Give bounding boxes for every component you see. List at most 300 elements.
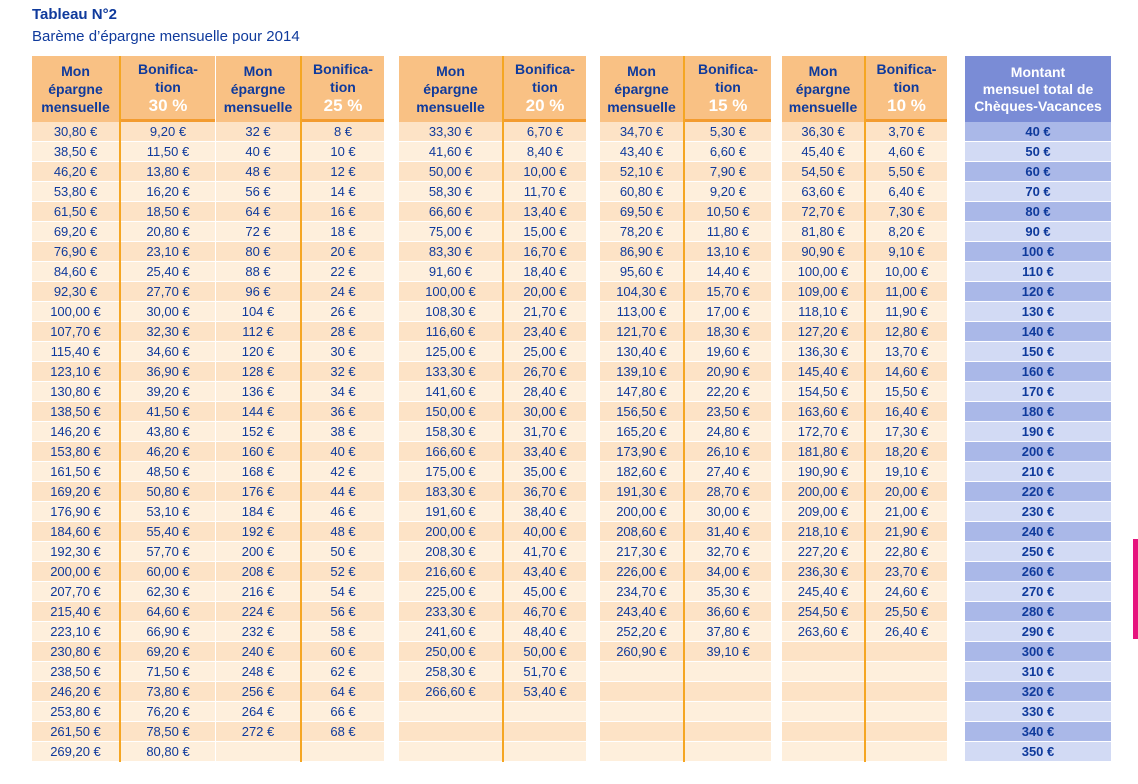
table-cell: 27,40 € [685, 462, 771, 482]
table-cell: 156,50 € [600, 402, 683, 422]
bonus-rate: 20 % [525, 95, 565, 115]
table-cell: 3,70 € [866, 122, 947, 142]
table-cell: 13,10 € [685, 242, 771, 262]
table-cell: 141,60 € [399, 382, 502, 402]
header-line: Bonifica- [876, 60, 937, 77]
group-30 [32, 56, 215, 762]
table-cell: 10,00 € [866, 262, 947, 282]
table-cell: 190 € [965, 422, 1111, 442]
table-cell: 25,00 € [504, 342, 586, 362]
table-cell: 80 € [965, 202, 1111, 222]
savings-column [782, 56, 864, 762]
bonus-header [121, 56, 215, 122]
table-cell: 7,30 € [866, 202, 947, 222]
table-cell: 23,50 € [685, 402, 771, 422]
table-cell: 11,00 € [866, 282, 947, 302]
table-cell: 18,40 € [504, 262, 586, 282]
table-cell: 223,10 € [32, 622, 119, 642]
table-cell: 80 € [216, 242, 300, 262]
bonus-header [866, 56, 947, 122]
table-cell: 146,20 € [32, 422, 119, 442]
table-cell: 250 € [965, 542, 1111, 562]
table-cell: 254,50 € [782, 602, 864, 622]
table-cell: 50,00 € [504, 642, 586, 662]
table-cell: 25,50 € [866, 602, 947, 622]
savings-header [399, 56, 502, 122]
table-cell: 63,60 € [782, 182, 864, 202]
table-cell: 123,10 € [32, 362, 119, 382]
table-cell: 183,30 € [399, 482, 502, 502]
table-cell: 269,20 € [32, 742, 119, 762]
header-line: mensuelle [41, 99, 110, 115]
table-cell [866, 702, 947, 722]
table-cell: 41,60 € [399, 142, 502, 162]
table-cell: 253,80 € [32, 702, 119, 722]
bonus-column [300, 56, 384, 762]
table-cell: 76,90 € [32, 242, 119, 262]
table-cell [866, 722, 947, 742]
table-cell: 30,00 € [121, 302, 215, 322]
table-cell: 120 € [216, 342, 300, 362]
table-cell: 168 € [216, 462, 300, 482]
table-cell: 138,50 € [32, 402, 119, 422]
table-cell: 57,70 € [121, 542, 215, 562]
group-10 [782, 56, 947, 762]
table-cell: 310 € [965, 662, 1111, 682]
table-cell: 64 € [302, 682, 384, 702]
table-cell: 78,20 € [600, 222, 683, 242]
header-line: Mon [436, 63, 465, 79]
table-cell: 91,60 € [399, 262, 502, 282]
table-cell [685, 702, 771, 722]
table-cell: 6,70 € [504, 122, 586, 142]
table-cell [399, 702, 502, 722]
table-cell [399, 742, 502, 762]
header-line: épargne [48, 81, 103, 97]
header-line: épargne [795, 81, 851, 97]
bonus-rate: 10 % [887, 95, 926, 115]
table-cell [600, 662, 683, 682]
table-cell: 133,30 € [399, 362, 502, 382]
table-cell: 200 € [216, 542, 300, 562]
table-cell: 5,30 € [685, 122, 771, 142]
table-cell: 34,00 € [685, 562, 771, 582]
table-cell [866, 742, 947, 762]
header-line: Mon [808, 63, 838, 79]
table-cell: 21,00 € [866, 502, 947, 522]
table-cell [600, 702, 683, 722]
table-cell: 243,40 € [600, 602, 683, 622]
table-cell: 86,90 € [600, 242, 683, 262]
table-cell: 33,30 € [399, 122, 502, 142]
table-cell: 7,90 € [685, 162, 771, 182]
table-cell: 40 € [302, 442, 384, 462]
table-cell: 56 € [216, 182, 300, 202]
table-cell: 21,90 € [866, 522, 947, 542]
table-cell: 218,10 € [782, 522, 864, 542]
group-20 [399, 56, 586, 762]
table-cell: 54,50 € [782, 162, 864, 182]
table-cell: 225,00 € [399, 582, 502, 602]
table-cell: 15,70 € [685, 282, 771, 302]
table-cell: 48,40 € [504, 622, 586, 642]
table-cell: 25,40 € [121, 262, 215, 282]
table-cell: 226,00 € [600, 562, 683, 582]
table-cell: 51,70 € [504, 662, 586, 682]
header-line: épargne [423, 81, 478, 97]
table-cell: 90 € [965, 222, 1111, 242]
table-cell: 66,60 € [399, 202, 502, 222]
table-cell: 46,20 € [121, 442, 215, 462]
table-cell: 43,40 € [504, 562, 586, 582]
table-cell: 161,50 € [32, 462, 119, 482]
table-cell: 208 € [216, 562, 300, 582]
table-cell: 17,30 € [866, 422, 947, 442]
table-cell: 290 € [965, 622, 1111, 642]
table-cell: 32 € [302, 362, 384, 382]
header-line: tion [330, 78, 356, 95]
table-cell: 4,60 € [866, 142, 947, 162]
table-cell: 26,40 € [866, 622, 947, 642]
table-cell: 6,60 € [685, 142, 771, 162]
bonus-column [119, 56, 215, 762]
table-cell: 45,40 € [782, 142, 864, 162]
table-cell: 48 € [302, 522, 384, 542]
savings-column [600, 56, 683, 762]
table-cell: 184 € [216, 502, 300, 522]
page-marker [1133, 539, 1138, 639]
table-cell: 150 € [965, 342, 1111, 362]
table-cell: 216 € [216, 582, 300, 602]
table-cell: 261,50 € [32, 722, 119, 742]
table-cell: 23,10 € [121, 242, 215, 262]
table-cell: 53,80 € [32, 182, 119, 202]
table-cell: 39,20 € [121, 382, 215, 402]
table-cell: 33,40 € [504, 442, 586, 462]
table-cell: 36,90 € [121, 362, 215, 382]
table-cell: 200 € [965, 442, 1111, 462]
table-cell: 31,70 € [504, 422, 586, 442]
table-cell: 160 € [216, 442, 300, 462]
header-line: Mon [61, 63, 90, 79]
table-cell: 246,20 € [32, 682, 119, 702]
table-cell: 21,70 € [504, 302, 586, 322]
table-cell [866, 682, 947, 702]
group-25 [216, 56, 384, 762]
table-cell: 84,60 € [32, 262, 119, 282]
savings-header [600, 56, 683, 122]
table-cell: 95,60 € [600, 262, 683, 282]
table-cell: 78,50 € [121, 722, 215, 742]
table-cell: 50,00 € [399, 162, 502, 182]
table-cell: 300 € [965, 642, 1111, 662]
table-cell: 26 € [302, 302, 384, 322]
table-cell: 230 € [965, 502, 1111, 522]
table-cell: 34,60 € [121, 342, 215, 362]
table-cell: 136,30 € [782, 342, 864, 362]
table-cell: 31,40 € [685, 522, 771, 542]
table-cell: 52 € [302, 562, 384, 582]
table-cell: 73,80 € [121, 682, 215, 702]
table-cell [782, 662, 864, 682]
table-cell: 165,20 € [600, 422, 683, 442]
table-cell: 72 € [216, 222, 300, 242]
group-15 [600, 56, 771, 762]
table-cell: 60 € [302, 642, 384, 662]
table-cell: 113,00 € [600, 302, 683, 322]
table-cell: 13,80 € [121, 162, 215, 182]
table-cell: 11,90 € [866, 302, 947, 322]
bonus-header [302, 56, 384, 122]
table-cell: 48 € [216, 162, 300, 182]
header-line: mensuelle [788, 99, 858, 115]
table-cell: 20,00 € [866, 482, 947, 502]
table-cell: 264 € [216, 702, 300, 722]
table-cell: 28,70 € [685, 482, 771, 502]
table-cell: 109,00 € [782, 282, 864, 302]
table-cell: 30 € [302, 342, 384, 362]
table-cell: 36 € [302, 402, 384, 422]
table-cell: 69,20 € [32, 222, 119, 242]
table-cell: 22 € [302, 262, 384, 282]
table-cell: 258,30 € [399, 662, 502, 682]
table-cell: 192 € [216, 522, 300, 542]
table-cell [685, 682, 771, 702]
table-cell: 60,80 € [600, 182, 683, 202]
table-cell: 18,20 € [866, 442, 947, 462]
table-cell: 208,30 € [399, 542, 502, 562]
table-cell: 260,90 € [600, 642, 683, 662]
table-cell: 280 € [965, 602, 1111, 622]
table-cell: 70 € [965, 182, 1111, 202]
table-cell [504, 722, 586, 742]
table-cell: 8,20 € [866, 222, 947, 242]
table-cell: 230,80 € [32, 642, 119, 662]
table-cell: 19,60 € [685, 342, 771, 362]
table-cell: 100,00 € [399, 282, 502, 302]
table-cell: 115,40 € [32, 342, 119, 362]
table-cell: 44 € [302, 482, 384, 502]
table-cell: 172,70 € [782, 422, 864, 442]
table-cell: 127,20 € [782, 322, 864, 342]
table-cell: 5,50 € [866, 162, 947, 182]
table-cell: 11,70 € [504, 182, 586, 202]
table-cell: 340 € [965, 722, 1111, 742]
table-cell: 64,60 € [121, 602, 215, 622]
table-cell: 144 € [216, 402, 300, 422]
table-cell: 80,80 € [121, 742, 215, 762]
table-cell: 130,40 € [600, 342, 683, 362]
table-cell: 200,00 € [782, 482, 864, 502]
table-cell: 266,60 € [399, 682, 502, 702]
table-cell: 17,00 € [685, 302, 771, 322]
table-cell: 245,40 € [782, 582, 864, 602]
table-cell: 56 € [302, 602, 384, 622]
table-cell: 6,40 € [866, 182, 947, 202]
table-cell: 139,10 € [600, 362, 683, 382]
table-cell: 158,30 € [399, 422, 502, 442]
table-cell: 169,20 € [32, 482, 119, 502]
table-cell: 10 € [302, 142, 384, 162]
table-cell: 10,50 € [685, 202, 771, 222]
table-cell: 200,00 € [600, 502, 683, 522]
table-cell: 140 € [965, 322, 1111, 342]
table-cell: 32 € [216, 122, 300, 142]
table-cell: 53,10 € [121, 502, 215, 522]
table-cell: 50 € [302, 542, 384, 562]
table-cell [216, 742, 300, 762]
table-cell: 216,60 € [399, 562, 502, 582]
table-cell: 145,40 € [782, 362, 864, 382]
table-cell: 35,30 € [685, 582, 771, 602]
table-cell: 76,20 € [121, 702, 215, 722]
table-cell: 53,40 € [504, 682, 586, 702]
bonus-rate: 25 % [323, 95, 363, 115]
table-cell: 150,00 € [399, 402, 502, 422]
table-cell: 16,70 € [504, 242, 586, 262]
table-cell [685, 722, 771, 742]
table-cell [866, 642, 947, 662]
header-line: Chèques-Vacances [974, 97, 1102, 114]
table-cell: 181,80 € [782, 442, 864, 462]
table-cell: 50,80 € [121, 482, 215, 502]
table-cell: 71,50 € [121, 662, 215, 682]
table-cell: 66,90 € [121, 622, 215, 642]
table-cell: 136 € [216, 382, 300, 402]
table-cell: 38,40 € [504, 502, 586, 522]
table-cell: 20 € [302, 242, 384, 262]
table-cell: 32,30 € [121, 322, 215, 342]
table-cell: 118,10 € [782, 302, 864, 322]
table-cell: 35,00 € [504, 462, 586, 482]
table-cell: 173,90 € [600, 442, 683, 462]
table-cell [399, 722, 502, 742]
table-cell: 9,20 € [685, 182, 771, 202]
savings-header [782, 56, 864, 122]
table-cell: 52,10 € [600, 162, 683, 182]
table-cell: 24,60 € [866, 582, 947, 602]
header-line: Bonifica- [313, 60, 373, 77]
table-cell: 14,60 € [866, 362, 947, 382]
header-line: mensuelle [416, 99, 485, 115]
table-cell: 68 € [302, 722, 384, 742]
table-cell: 110 € [965, 262, 1111, 282]
table-cell [504, 702, 586, 722]
table-cell: 24 € [302, 282, 384, 302]
table-cell [782, 742, 864, 762]
table-cell: 15,00 € [504, 222, 586, 242]
table-cell: 176 € [216, 482, 300, 502]
table-cell: 130 € [965, 302, 1111, 322]
table-cell: 184,60 € [32, 522, 119, 542]
header-line: tion [532, 78, 558, 95]
header-line: tion [893, 78, 920, 95]
table-cell: 147,80 € [600, 382, 683, 402]
table-cell: 272 € [216, 722, 300, 742]
table-cell: 38,50 € [32, 142, 119, 162]
table-cell: 125,00 € [399, 342, 502, 362]
table-cell: 58,30 € [399, 182, 502, 202]
bonus-rate: 15 % [708, 95, 748, 115]
table-cell: 220 € [965, 482, 1111, 502]
table-cell: 55,40 € [121, 522, 215, 542]
table-cell: 34 € [302, 382, 384, 402]
table-cell: 16,40 € [866, 402, 947, 422]
header-line: Bonifica- [698, 60, 758, 77]
table-cell: 232 € [216, 622, 300, 642]
table-cell: 240 € [216, 642, 300, 662]
table-cell: 18,50 € [121, 202, 215, 222]
table-cell: 350 € [965, 742, 1111, 762]
table-cell [685, 742, 771, 762]
header-line: mensuelle [223, 99, 293, 115]
table-cell [600, 682, 683, 702]
table-cell: 215,40 € [32, 602, 119, 622]
table-cell: 9,20 € [121, 122, 215, 142]
table-cell: 260 € [965, 562, 1111, 582]
table-cell: 41,70 € [504, 542, 586, 562]
table-cell: 26,70 € [504, 362, 586, 382]
table-cell: 13,40 € [504, 202, 586, 222]
table-cell: 30,00 € [685, 502, 771, 522]
table-cell: 14,40 € [685, 262, 771, 282]
bonus-header [685, 56, 771, 122]
table-cell: 16 € [302, 202, 384, 222]
table-cell: 190,90 € [782, 462, 864, 482]
table-cell: 207,70 € [32, 582, 119, 602]
table-cell: 20,00 € [504, 282, 586, 302]
table-cell: 154,50 € [782, 382, 864, 402]
header-line: Montant [1010, 63, 1066, 80]
table-cell: 81,80 € [782, 222, 864, 242]
table-cell: 30,80 € [32, 122, 119, 142]
table-cell: 236,30 € [782, 562, 864, 582]
table-cell: 238,50 € [32, 662, 119, 682]
table-cell: 38 € [302, 422, 384, 442]
table-cell [782, 702, 864, 722]
table-cell: 50 € [965, 142, 1111, 162]
table-cell: 30,00 € [504, 402, 586, 422]
table-cell: 36,30 € [782, 122, 864, 142]
table-cell: 175,00 € [399, 462, 502, 482]
table-cell: 40 € [216, 142, 300, 162]
table-cell: 14 € [302, 182, 384, 202]
table-cell: 104,30 € [600, 282, 683, 302]
table-cell: 46,20 € [32, 162, 119, 182]
table-cell: 22,80 € [866, 542, 947, 562]
table-cell: 61,50 € [32, 202, 119, 222]
table-cell [782, 682, 864, 702]
table-cell: 170 € [965, 382, 1111, 402]
table-cell: 12,80 € [866, 322, 947, 342]
savings-header [216, 56, 300, 122]
header-line: épargne [614, 81, 669, 97]
total-header [965, 56, 1111, 122]
table-cell: 15,50 € [866, 382, 947, 402]
table-cell: 152 € [216, 422, 300, 442]
table-cell: 69,20 € [121, 642, 215, 662]
table-cell: 163,60 € [782, 402, 864, 422]
table-cell: 90,90 € [782, 242, 864, 262]
header-line: Mon [627, 63, 656, 79]
table-cell: 96 € [216, 282, 300, 302]
table-cell: 112 € [216, 322, 300, 342]
table-cell: 320 € [965, 682, 1111, 702]
table-cell: 153,80 € [32, 442, 119, 462]
table-cell: 191,60 € [399, 502, 502, 522]
savings-column [399, 56, 502, 762]
table-cell: 100 € [965, 242, 1111, 262]
